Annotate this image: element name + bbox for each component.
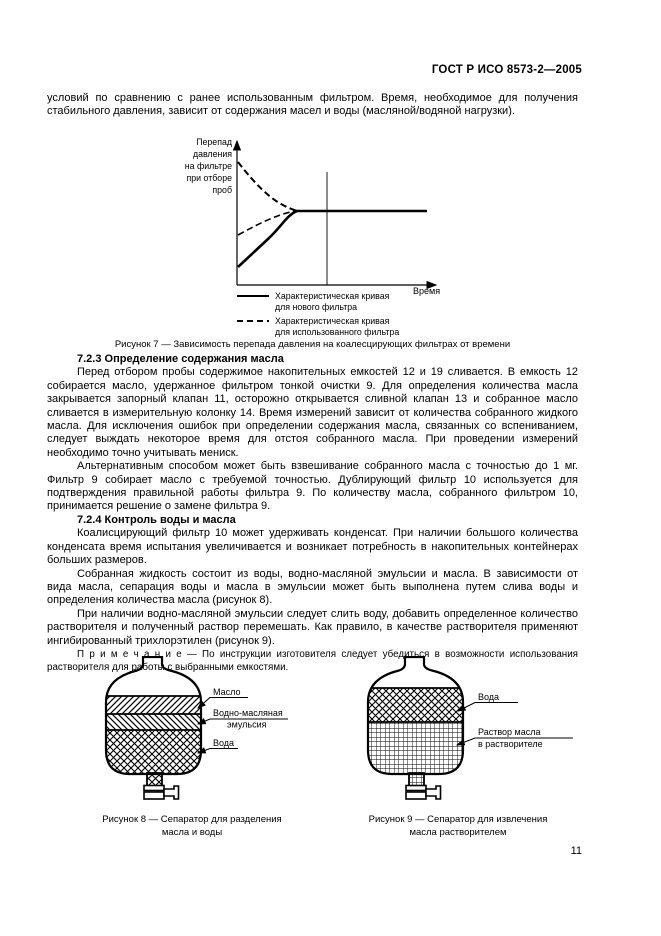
oil-label: Масло: [213, 687, 241, 697]
legend-item-used-filter: [237, 316, 399, 337]
figure7-chart: [170, 131, 460, 291]
used-filter-curve-upper: [238, 162, 296, 211]
valve-handle: [426, 786, 441, 799]
page-number: 11: [570, 845, 582, 857]
used-filter-curve-lower: [238, 211, 297, 236]
note-paragraph: П р и м е ч а н и е — По инструкции изготовителя следует убедиться в возможности использования растворителя для работы с выбранными емкостями.: [47, 648, 578, 673]
figure7-caption: Рисунок 7 — Зависимость перепада давления на коалесцирующих фильтрах от времени: [114, 339, 511, 350]
oil-layer: [106, 696, 201, 714]
paragraph: Перед отбором пробы содержимое накопительных емкостей 12 и 19 сливается. В емкость 12 собирается масло, удержанное фильтром тонкой очистки 9. Для определения количества масла закрывается запорный клапан 11, осторожно открывается сливной клапан 13 и собранное масло сливается в измерительную колонку 14. Время измерений зависит от количества собранного жидкого масла. Для исключения ошибок при определении содержания масла, связанных со вспениванием, следует выждать некоторое время для отстоя собранного масла. При проведении измерений необходимо точно учитывать мениск.: [47, 366, 578, 459]
vessel-contents: [106, 696, 201, 774]
figure8-caption: Рисунок 8 — Сепаратор для разделения масла и воды: [102, 814, 282, 838]
legend-text: Характеристическая кривая: [275, 291, 390, 301]
legend-item-new-filter: [237, 291, 399, 312]
dashed-line-sample: [237, 320, 269, 322]
legend-text: для использованного фильтра: [275, 326, 400, 337]
figure9-caption: Рисунок 9 — Сепаратор для извлечения масла растворителем: [368, 814, 548, 838]
page-header: ГОСТ Р ИСО 8573-2—2005: [431, 64, 582, 76]
paragraph: Коалисцирующий фильтр 10 может удерживать конденсат. При наличии большого количества конденсата время испытания увеличивается и возникает потребность в накопительных контейнерах больших размеров.: [47, 527, 578, 567]
water-layer: [368, 688, 463, 722]
paragraph: Собранная жидкость состоит из воды, водно-масляной эмульсии и масла. В зависимости от вида масла, сепарация воды и масла в эмульсии может быть выполнена путем слива воды и определения количества масла (рисунок 8).: [47, 567, 578, 607]
body-text: [47, 353, 578, 674]
intro-paragraph: условий по сравнению с ранее использованным фильтром. Время, необходимое для получения стабильного давления, зависит от содержания масел и воды (масляной/водяной нагрузки).: [47, 92, 578, 118]
water-label: Вода: [213, 738, 235, 748]
outlet-stem: [409, 773, 424, 786]
solution-label-line2: в растворителе: [478, 739, 543, 749]
figure7-legend: [237, 291, 399, 341]
emulsion-layer: [106, 714, 201, 730]
water-leader-line: [198, 749, 238, 754]
paragraph: При наличии водно-масляной эмульсии следует слить воду, добавить определенное количество растворителя и полученный раствор перемешать. Как правило, в качестве растворителя применяют ингибированный трихлорэтилен (рисунок 9).: [47, 607, 578, 647]
figure9-separator-diagram: [358, 656, 598, 808]
legend-text: для нового фильтра: [275, 301, 358, 312]
oil-leader-line: [198, 698, 248, 709]
solid-line-sample: [237, 295, 269, 297]
solution-label-line1: Раствор масла: [478, 727, 541, 737]
water-layer: [106, 730, 201, 774]
emulsion-label-line1: Водно-масляная: [213, 708, 283, 718]
drain-valve: [144, 786, 164, 791]
legend-text: Характеристическая кривая: [275, 316, 390, 326]
emulsion-label-line2: эмульсия: [227, 719, 267, 730]
valve-handle: [164, 786, 179, 799]
water-label: Вода: [478, 692, 500, 702]
outlet-stem: [147, 773, 162, 786]
figure7-y-axis-label: Перепад давления на фильтре при отборе проб: [184, 137, 232, 195]
oil-solvent-solution-layer: [368, 722, 463, 774]
drain-valve: [406, 786, 426, 791]
figure7-x-axis-label: Время: [413, 286, 441, 296]
paragraph: Альтернативным способом может быть взвешивание собранного масла с точностью до 1 мг. Фильтр 9 собирает масло с требуемой точностью. Дублирующий фильтр 10 используется для подтверждения правильной работы фильтра 9. По количеству масла, собранного фильтром 10, принимается решение о замене фильтра 9.: [47, 460, 578, 513]
section-7-2-3-heading: 7.2.3 Определение содержания масла: [77, 353, 284, 365]
section-7-2-4-heading: 7.2.4 Контроль воды и масла: [77, 513, 236, 526]
vessel-contents: [368, 688, 463, 774]
figure8-separator-diagram: [96, 656, 306, 808]
water-leader-line: [458, 703, 518, 712]
